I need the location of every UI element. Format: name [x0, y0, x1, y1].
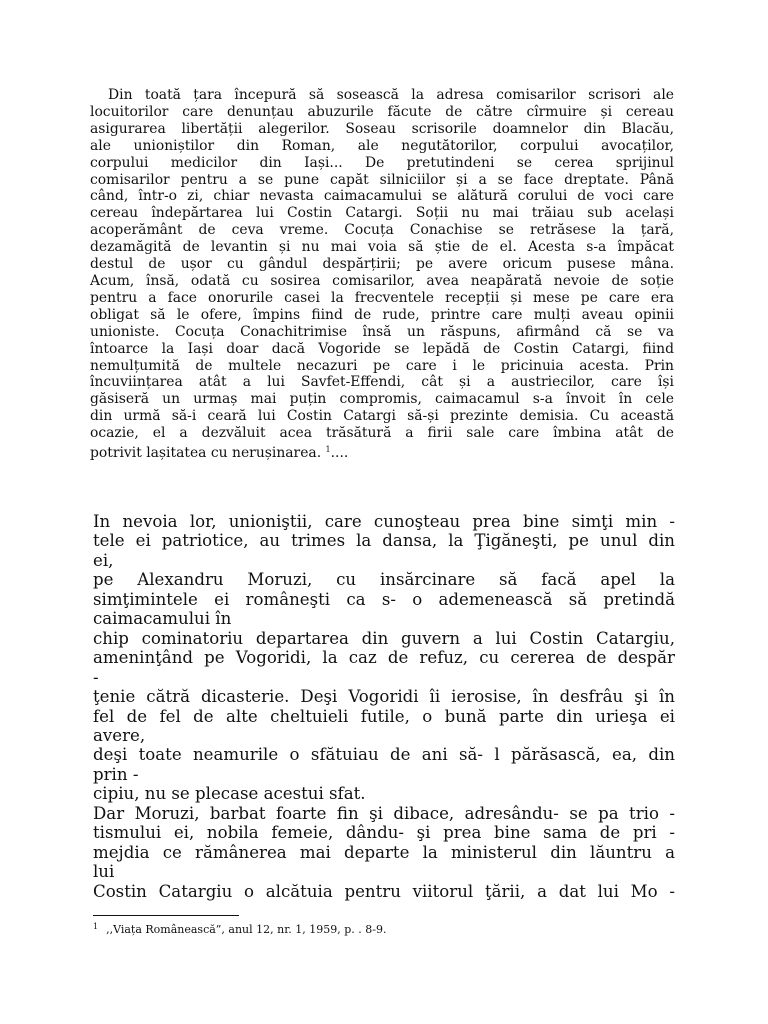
paragraph-1-line: destul de ușor cu gândul despărțirii; pe avere oricum pusese mâna. — [90, 256, 674, 273]
footnote-reference[interactable]: 1 — [325, 445, 331, 455]
ellipsis: .... — [330, 445, 349, 462]
paragraph-2-line: simţimintele ei româneşti ca s- o ademenească să pretindă — [93, 589, 675, 609]
paragraph-2-line: tele ei patriotice, au trimes la dansa, la Ţigăneşti, pe unul din — [93, 531, 675, 551]
footnote-number: 1 — [93, 922, 99, 931]
paragraph-2 — [93, 512, 675, 901]
paragraph-1-line: Acum, însă, odată cu sosirea comisarilor, avea neapărată nevoie de soție — [90, 272, 674, 289]
footnote-text: ,,Viața Românească”, anul 12, nr. 1, 1959, p. . 8-9. — [106, 923, 387, 936]
paragraph-1-last-line — [90, 442, 674, 462]
paragraph-2-line: pe Alexandru Moruzi, cu insărcinare să facă apel la — [93, 570, 675, 590]
paragraph-1-line: încuviințarea atât a lui Savfet-Effendi, cât și a austriecilor, care își — [90, 374, 674, 391]
paragraph-2-line: ţenie cătră dicasterie. Deşi Vogoridi îi ierosise, în desfrâu şi în — [93, 687, 675, 707]
paragraph-1-line: cereau îndepărtarea lui Costin Catargi. Soții nu mai trăiau sub același — [90, 205, 674, 222]
footnote — [93, 920, 387, 937]
paragraph-1-line: întoarce la Iași doar dacă Vogoride se lepădă de Costin Catargi, fiind — [90, 340, 674, 357]
paragraph-2-line: - — [93, 667, 99, 687]
paragraph-2-line: Costin Catargiu o alcătuia pentru viitorul ţării, a dat lui Mo - — [93, 881, 675, 901]
paragraph-2-line: prin - — [93, 764, 139, 784]
paragraph-1-line: comisarilor pentru a se pune capăt silniciilor și a se face dreptate. Până — [90, 171, 674, 188]
paragraph-2-line: In nevoia lor, unioniştii, care cunoşteau prea bine simţi min - — [93, 512, 675, 531]
paragraph-2-line: ameninţând pe Vogoridi, la caz de refuz, cu cererea de despăr — [93, 648, 675, 668]
paragraph-1-line: ocazie, el a dezvăluit acea trăsătură a firii sale care îmbina atât de — [90, 425, 674, 442]
paragraph-1-line: dezamăgită de levantin și nu mai voia să știe de el. Acesta s-a împăcat — [90, 239, 674, 256]
paragraph-2-line: ei, — [93, 550, 114, 570]
paragraph-2-line: caimacamului în — [93, 609, 232, 629]
paragraph-1-line: Din toată țara începură să sosească la adresa comisarilor scrisori ale — [108, 87, 674, 103]
paragraph-2-line: deşi toate neamurile o sfătuiau de ani să- l părăsască, ea, din — [93, 745, 675, 765]
paragraph-2-line: chip cominatoriu departarea din guvern a lui Costin Catargiu, — [93, 628, 675, 648]
paragraph-1-line: când, într-o zi, chiar nevasta caimacamului se alătură corului de voci care — [90, 188, 674, 205]
paragraph-1-line: asigurarea libertății alegerilor. Soseau scrisorile doamnelor din Blacău, — [90, 120, 674, 137]
paragraph-2-line: mejdia ce rămânerea mai departe la ministerul din lăuntru a — [93, 842, 675, 862]
paragraph-1 — [90, 87, 674, 462]
footnote-separator — [93, 915, 239, 916]
paragraph-1-line: pentru a face onorurile casei la frecventele recepții și mese pe care era — [90, 289, 674, 306]
paragraph-1-line: unioniste. Cocuța Conachitrimise însă un răspuns, afirmând că se va — [90, 323, 674, 340]
paragraph-2-line: avere, — [93, 725, 146, 745]
paragraph-1-line: din urmă să-i ceară lui Costin Catargi să-și prezinte demisia. Cu această — [90, 408, 674, 425]
paragraph-1-line: locuitorilor care denunțau abuzurile făcute de către cîrmuire și cereau — [90, 103, 674, 120]
paragraph-1-line: ale unioniștilor din Roman, ale negutătorilor, corpului avocaților, — [90, 137, 674, 154]
paragraph-1-line: corpului medicilor din Iași... De pretutindeni se cerea sprijinul — [90, 154, 674, 171]
paragraph-1-line: acoperământ de ceva vreme. Cocuța Conachise se retrăsese la țară, — [90, 222, 674, 239]
paragraph-2-line: cipiu, nu se plecase acestui sfat. — [93, 784, 366, 804]
paragraph-2-line: fel de fel de alte cheltuieli futile, o bună parte din urieşa ei — [93, 706, 675, 726]
paragraph-2-line: lui — [93, 862, 115, 882]
paragraph-1-line: potrivit lașitatea cu nerușinarea. — [90, 445, 326, 462]
paragraph-1-line: obligat să le ofere, împins fiind de rude, printre care mulți aveau opinii — [90, 306, 674, 323]
paragraph-2-line: tismului ei, nobila femeie, dându- şi prea bine sama de pri - — [93, 823, 675, 843]
paragraph-1-line: găsiseră un urmaș mai puțin compromis, caimacamul s-a învoit în cele — [90, 391, 674, 408]
paragraph-2-line: Dar Moruzi, barbat foarte fin şi dibace, adresându- se pa trio - — [93, 803, 675, 823]
paragraph-1-line: nemulțumită de multele necazuri pe care i le pricinuia acesta. Prin — [90, 357, 674, 374]
